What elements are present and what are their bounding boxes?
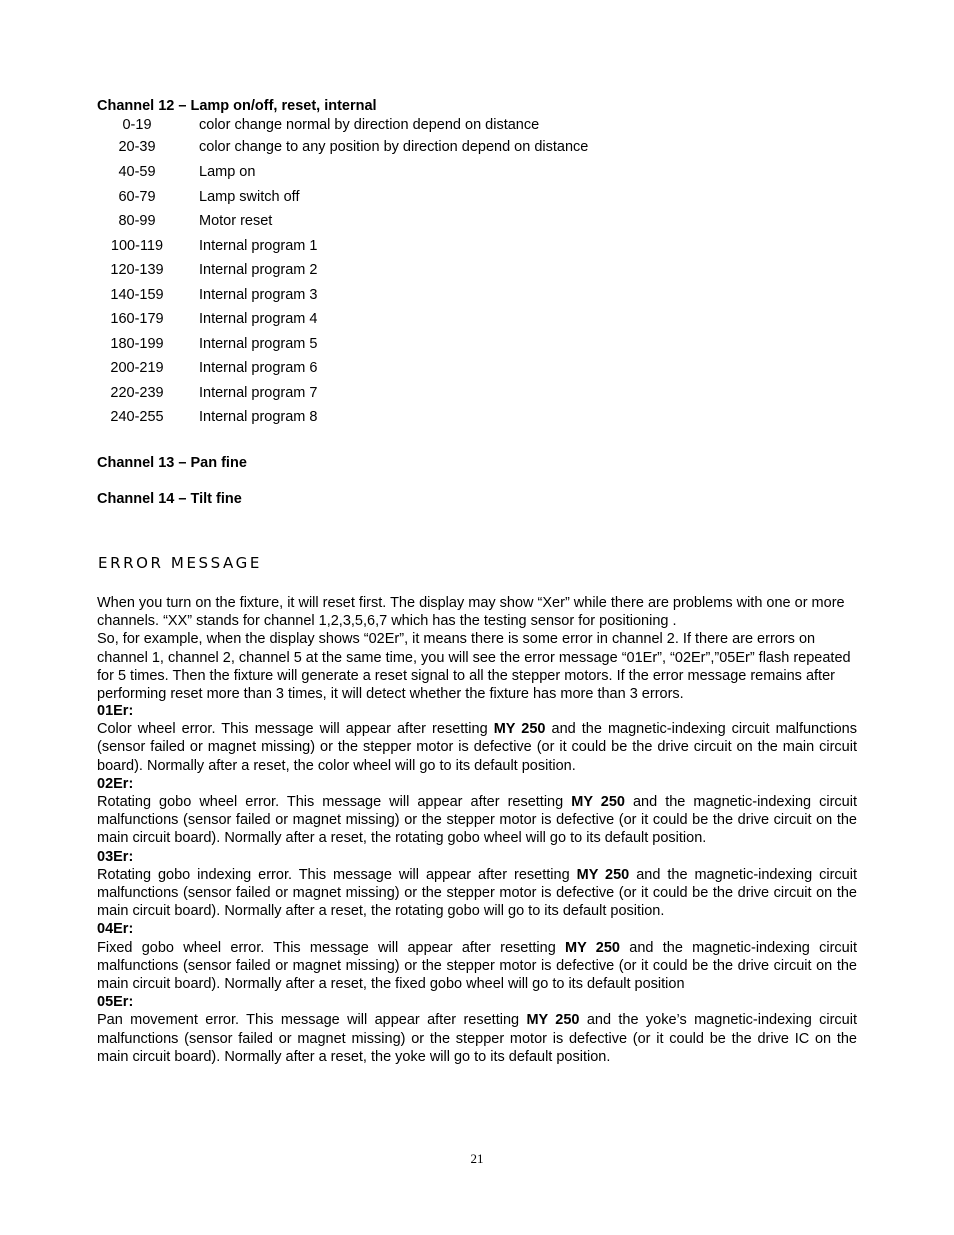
- range-description: Internal program 8: [199, 409, 318, 425]
- dmx-range: 200-219: [110, 360, 164, 376]
- table-row: [97, 260, 797, 280]
- error-code: 02Er:: [97, 775, 134, 792]
- range-description: Internal program 4: [199, 311, 318, 327]
- table-row: [97, 383, 797, 403]
- error-code: 03Er:: [97, 848, 134, 865]
- error-description: Rotating gobo wheel error. This message will appear after resetting MY 250 and the magnetic-indexing circuit malfunctions (sensor failed or magnet missing) or the stepper motor is defective (or it could be the drive circuit on the main circuit board). Normally after a reset, the rotating gobo wheel will go to its default position.: [97, 794, 857, 847]
- model-name: MY 250: [493, 721, 546, 738]
- dmx-range: 0-19: [122, 117, 152, 133]
- dmx-range: 20-39: [118, 139, 156, 155]
- dmx-range: 240-255: [110, 409, 164, 425]
- intro-paragraph: When you turn on the fixture, it will reset first. The display may show “Xer” while there are problems with one or more channels. “XX” stands for channel 1,2,3,5,6,7 which has the testing sensor for positioning .: [97, 595, 845, 630]
- range-description: Internal program 7: [199, 385, 318, 401]
- table-row: [97, 285, 797, 305]
- table-row: [97, 407, 797, 427]
- error-description: Color wheel error. This message will appear after resetting MY 250 and the magnetic-indexing circuit malfunctions (sensor failed or magnet missing) or the stepper motor is defective (or it could be the drive circuit on the main circuit board). Normally after a reset, the color wheel will go to its default position.: [97, 721, 857, 774]
- table-row: [97, 211, 797, 231]
- channel-12-heading: Channel 12 – Lamp on/off, reset, internal: [97, 98, 377, 114]
- dmx-range: 220-239: [110, 385, 164, 401]
- table-row: [97, 334, 797, 354]
- page-number: 21: [470, 1151, 484, 1166]
- range-description: Internal program 2: [199, 262, 318, 278]
- range-description: Lamp switch off: [199, 189, 300, 205]
- model-name: MY 250: [571, 794, 625, 811]
- range-description: color change to any position by direction depend on distance: [199, 139, 589, 155]
- error-description: Pan movement error. This message will appear after resetting MY 250 and the yoke’s magnetic-indexing circuit malfunctions (sensor failed or magnet missing) or the stepper motor is defective (or it could be the drive IC on the main circuit board). Normally after a reset, the yoke will go to its default position.: [97, 1012, 857, 1065]
- model-name: MY 250: [565, 939, 620, 956]
- model-name: MY 250: [526, 1012, 580, 1029]
- table-row: [97, 309, 797, 329]
- error-code: 01Er:: [97, 703, 134, 719]
- range-description: Internal program 3: [199, 287, 318, 303]
- dmx-range: 140-159: [110, 287, 164, 303]
- list-item: [97, 848, 857, 921]
- intro-paragraph: So, for example, when the display shows “02Er”, it means there is some error in channel 2. If there are errors on channel 1, channel 2, channel 5 at the same time, you will see the error message “01Er”, “02Er”,”05Er” flash repeated for 5 times. Then the fixture will generate a reset signal to all the stepper motors. If the error message remains after performing reset more than 3 times, it will detect whether the fixture has more than 3 errors.: [97, 631, 851, 703]
- list-item: [97, 702, 857, 775]
- range-description: Internal program 5: [199, 336, 318, 352]
- list-item: [97, 993, 857, 1066]
- dmx-range: 80-99: [118, 213, 156, 229]
- dmx-range: 60-79: [118, 189, 156, 205]
- table-row: [97, 187, 797, 207]
- table-row: [97, 358, 797, 378]
- error-description: Rotating gobo indexing error. This message will appear after resetting MY 250 and the magnetic-indexing circuit malfunctions (sensor failed or magnet missing) or the stepper motor is defective (or it could be the drive circuit on the main circuit board). Normally after a reset, the rotating gobo will go to its default position.: [97, 866, 857, 920]
- range-description: Lamp on: [199, 164, 256, 180]
- range-description: Internal program 1: [199, 238, 318, 254]
- list-item: [97, 920, 857, 993]
- error-code-list: [97, 702, 857, 1066]
- table-row: [97, 236, 797, 256]
- error-message-heading: ERROR MESSAGE: [98, 554, 262, 572]
- error-description: Fixed gobo wheel error. This message will appear after resetting MY 250 and the magnetic-indexing circuit malfunctions (sensor failed or magnet missing) or the stepper motor is defective (or it could be the drive circuit on the main circuit board). Normally after a reset, the fixed gobo wheel will go to its default position: [97, 939, 857, 993]
- range-description: Motor reset: [199, 213, 273, 229]
- dmx-range: 180-199: [110, 336, 164, 352]
- channel-14-heading: Channel 14 – Tilt fine: [97, 491, 242, 507]
- range-description: Internal program 6: [199, 360, 318, 376]
- table-row: [97, 115, 797, 135]
- list-item: [97, 775, 857, 848]
- table-row: [97, 137, 797, 157]
- channel-13-heading: Channel 13 – Pan fine: [97, 455, 247, 471]
- table-row: [97, 162, 797, 182]
- error-code: 05Er:: [97, 994, 134, 1011]
- model-name: MY 250: [576, 866, 630, 883]
- range-description: color change normal by direction depend on distance: [199, 117, 540, 133]
- error-code: 04Er:: [97, 921, 134, 938]
- error-intro: [97, 594, 857, 703]
- dmx-range: 160-179: [110, 311, 164, 327]
- dmx-range: 120-139: [110, 262, 164, 278]
- dmx-range: 100-119: [110, 238, 164, 254]
- dmx-range: 40-59: [118, 164, 156, 180]
